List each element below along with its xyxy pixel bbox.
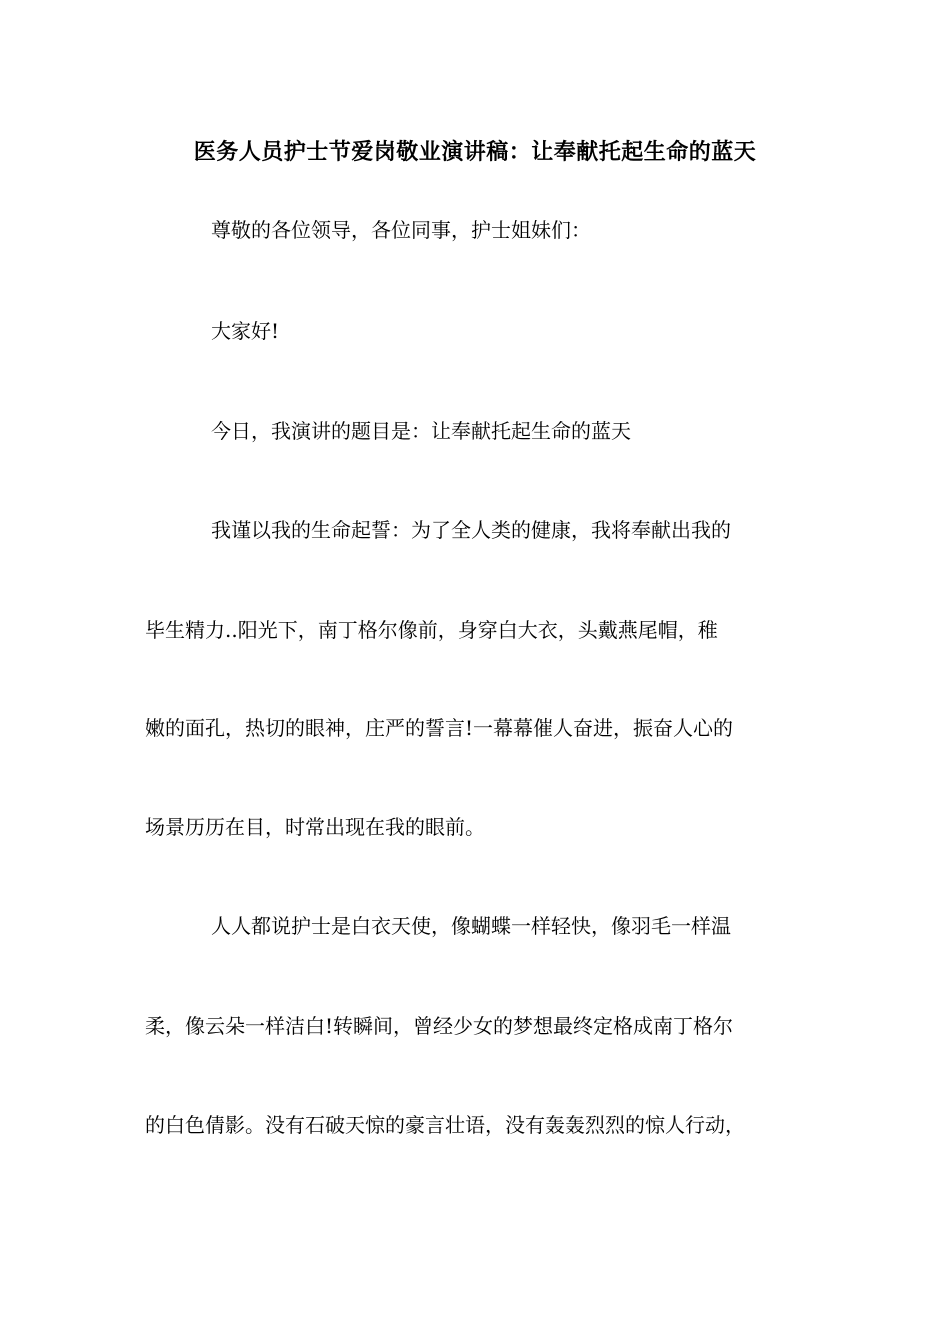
- paragraph-line: 嫩的面孔，热切的眼神，庄严的誓言!一幕幕催人奋进，振奋人心的: [145, 716, 734, 740]
- paragraph-line: 我谨以我的生命起誓：为了全人类的健康，我将奉献出我的: [211, 518, 731, 542]
- paragraph-line: 人人都说护士是白衣天使，像蝴蝶一样轻快，像羽毛一样温: [211, 914, 731, 938]
- topic-line: 今日，我演讲的题目是：让奉献托起生命的蓝天: [211, 419, 631, 443]
- hello-line: 大家好!: [211, 319, 280, 343]
- paragraph-line: 柔，像云朵一样洁白!转瞬间，曾经少女的梦想最终定格成南丁格尔: [145, 1014, 734, 1038]
- document-title: 医务人员护士节爱岗敬业演讲稿：让奉献托起生命的蓝天: [193, 139, 757, 165]
- paragraph-line: 场景历历在目，时常出现在我的眼前。: [145, 815, 485, 839]
- paragraph-line: 毕生精力..阳光下，南丁格尔像前，身穿白大衣，头戴燕尾帽，稚: [145, 618, 718, 642]
- paragraph-line: 的白色倩影。没有石破天惊的豪言壮语，没有轰轰烈烈的惊人行动，: [145, 1113, 745, 1137]
- greeting-line: 尊敬的各位领导，各位同事，护士姐妹们：: [211, 218, 591, 242]
